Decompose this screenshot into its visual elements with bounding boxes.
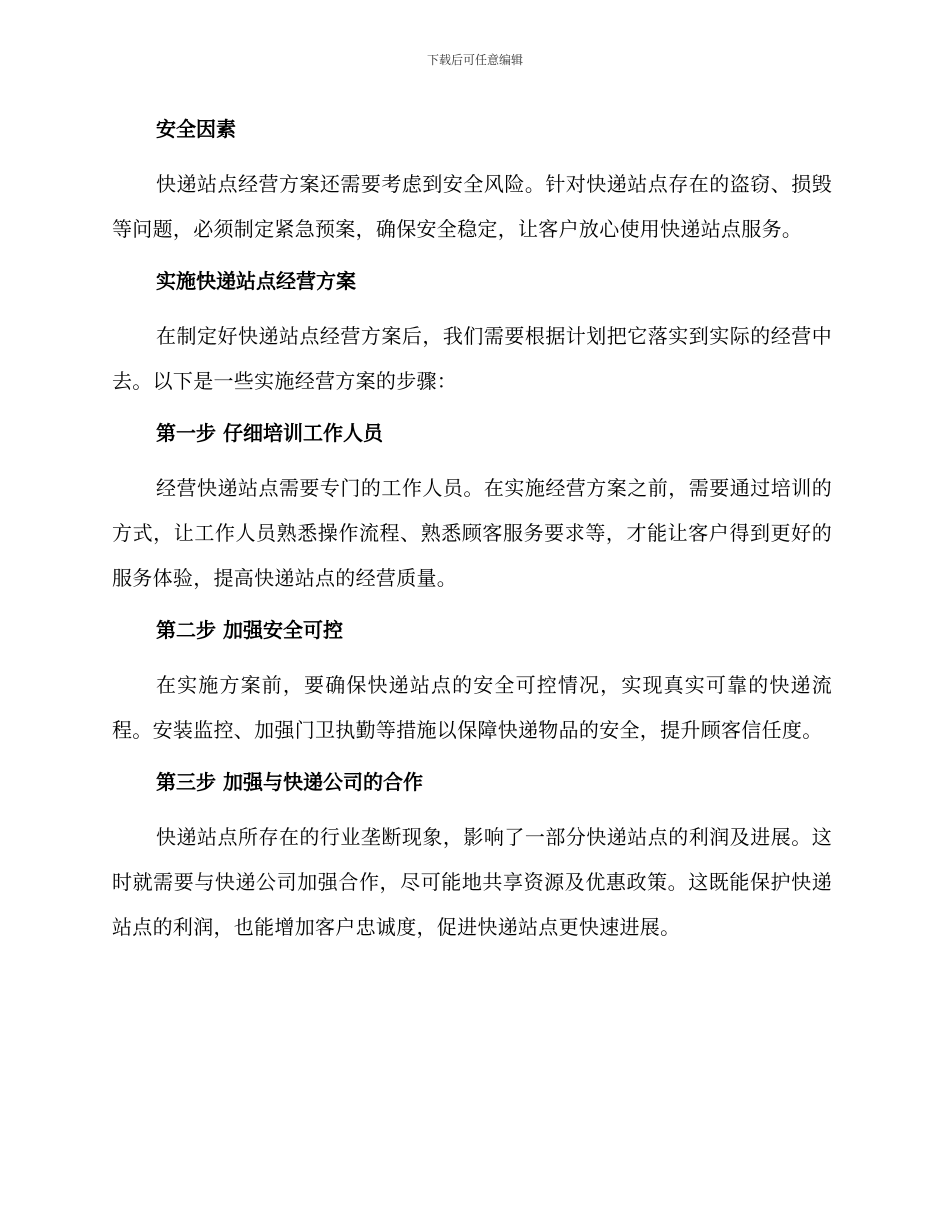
spacer — [112, 649, 832, 663]
spacer — [112, 404, 832, 414]
section-heading: 安全因素 — [156, 117, 236, 141]
page-header-note: 下载后可任意编辑 — [426, 53, 523, 67]
section-heading: 第三步 加强与快递公司的合作 — [156, 770, 423, 794]
section-paragraph: 经营快递站点需要专门的工作人员。在实施经营方案之前，需要通过培训的方式，让工作人员熟悉操作流程、熟悉顾客服务要求等，才能让客户得到更好的服务体验，提高快递站点的经营质量。 — [112, 476, 832, 590]
spacer — [112, 753, 832, 763]
section-paragraph: 快递站点经营方案还需要考虑到安全风险。针对快递站点存在的盗窃、损毁等问题，必须制定紧急预案，确保安全稳定，让客户放心使用快递站点服务。 — [112, 172, 832, 241]
section-implementation — [112, 262, 832, 414]
spacer — [112, 801, 832, 815]
section-safety-factors — [112, 110, 832, 262]
section-step-one — [112, 414, 832, 611]
spacer — [112, 300, 832, 314]
document-body — [112, 110, 832, 950]
section-step-three — [112, 763, 832, 950]
section-step-two — [112, 611, 832, 763]
spacer — [112, 148, 832, 162]
section-paragraph: 在制定好快递站点经营方案后，我们需要根据计划把它落实到实际的经营中去。以下是一些实施经营方案的步骤： — [112, 324, 832, 393]
spacer — [112, 452, 832, 466]
section-paragraph: 在实施方案前，要确保快递站点的安全可控情况，实现真实可靠的快递流程。安装监控、加强门卫执勤等措施以保障快递物品的安全，提升顾客信任度。 — [112, 673, 832, 742]
spacer — [112, 601, 832, 611]
section-heading: 实施快递站点经营方案 — [156, 269, 356, 293]
section-heading: 第一步 仔细培训工作人员 — [156, 421, 383, 445]
section-paragraph: 快递站点所存在的行业垄断现象，影响了一部分快递站点的利润及进展。这时就需要与快递公司加强合作，尽可能地共享资源及优惠政策。这既能保护快递站点的利润，也能增加客户忠诚度，促进快递站点更快速进展。 — [112, 825, 832, 939]
spacer — [112, 252, 832, 262]
section-heading: 第二步 加强安全可控 — [156, 618, 343, 642]
